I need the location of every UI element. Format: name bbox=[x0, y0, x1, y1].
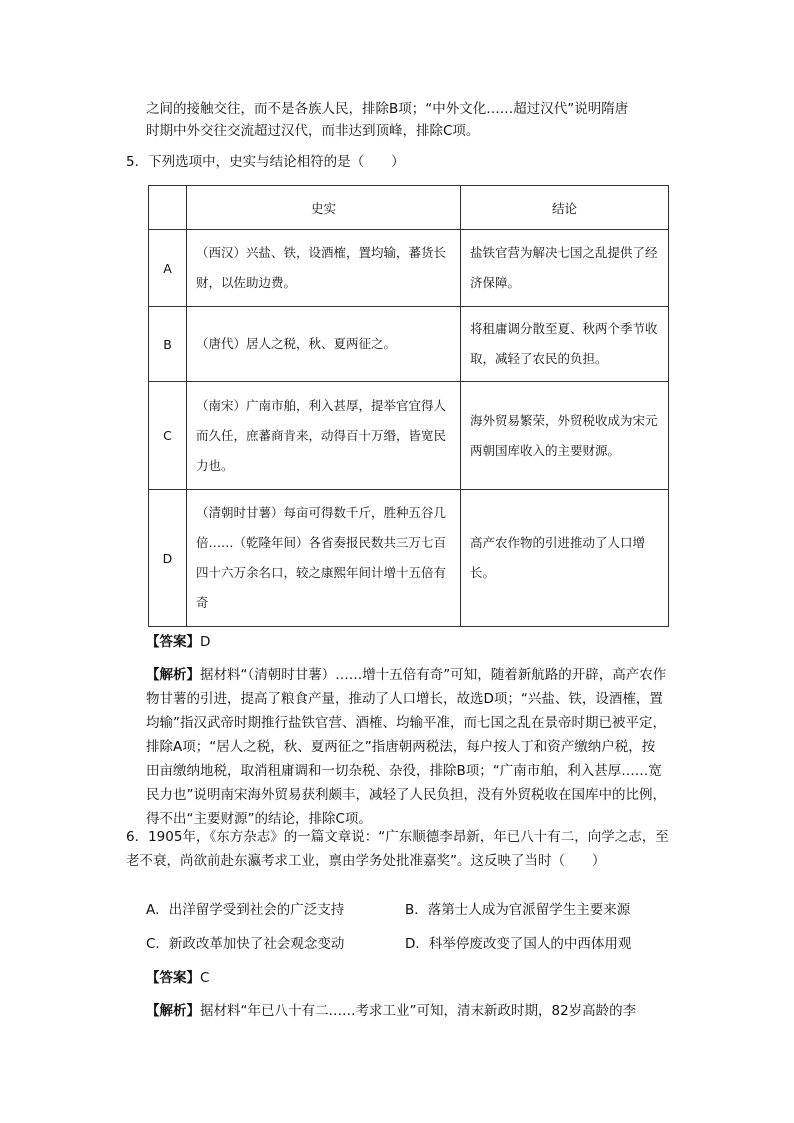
table-header-row bbox=[149, 186, 669, 230]
option-b: B．落第士人成为官派留学生主要来源 bbox=[405, 902, 631, 918]
analysis-tag: 【解析】 bbox=[146, 667, 200, 683]
answer-value: C bbox=[200, 970, 210, 986]
option-c: C．新政改革加快了社会观念变动 bbox=[146, 936, 345, 952]
row-label: B bbox=[149, 307, 187, 382]
row-label: A bbox=[149, 230, 187, 307]
table-row bbox=[149, 230, 669, 307]
analysis-5 bbox=[146, 663, 668, 831]
analysis-text: 据材料“（清朝时甘薯）……增十五倍有奇”可知，随着新航路的开辟，高产农作物甘薯的引进，提高了粮食产量，推动了人口增长，故选D项；“兴盐、铁，设酒榷，置均输”指汉武帝时期推行盐铁官营、酒榷、均输平准，而七国之乱在景帝时期已被平定，排除A项；“居人之税，秋、夏两征之”指唐朝两税法，每户按人丁和资产缴纳户税，按田亩缴纳地税，取消租庸调和一切杂税、杂役，排除B项；“广南市舶，利入甚厚……宽民力也”说明南宋海外贸易获利颇丰，减轻了人民负担，没有外贸税收在国库中的比例，得不出“主要财源”的结论，排除C项。 bbox=[146, 667, 667, 827]
row-label: D bbox=[149, 490, 187, 627]
row-fact: （唐代）居人之税，秋、夏两征之。 bbox=[187, 307, 461, 382]
table-row bbox=[149, 382, 669, 490]
row-fact: （西汉）兴盐、铁，设酒榷，置均输，蕃货长财，以佐助边费。 bbox=[187, 230, 461, 307]
row-fact: （清朝时甘薯）每亩可得数千斤，胜种五谷几倍……（乾隆年间）各省奏报民数共三万七百四十六万余名口，较之康熙年间计增十五倍有奇 bbox=[187, 490, 461, 627]
intro-line-2: 时期中外交往交流超过汉代，而非达到顶峰，排除C项。 bbox=[146, 123, 480, 139]
row-conclusion: 盐铁官营为解决七国之乱提供了经济保障。 bbox=[461, 230, 669, 307]
question-6-stem: 6．1905年，《东方杂志》的一篇文章说：“广东顺德李昂新，年已八十有二，向学之志，至老不衰，尚欲前赴东瀛考求工业，禀由学务处批准嘉奖”。这反映了当时（ ） bbox=[126, 829, 669, 869]
intro-line-1: 之间的接触交往，而不是各族人民，排除B项；“中外文化……超过汉代”说明隋唐 bbox=[146, 101, 629, 117]
answer-tag: 【答案】 bbox=[146, 634, 200, 650]
table-row bbox=[149, 307, 669, 382]
analysis-text: 据材料“年已八十有二……考求工业”可知，清末新政时期，82岁高龄的李 bbox=[200, 1003, 637, 1019]
table-row bbox=[149, 490, 669, 627]
row-conclusion: 高产农作物的引进推动了人口增长。 bbox=[461, 490, 669, 627]
answer-value: D bbox=[200, 634, 211, 650]
header-conclusion: 结论 bbox=[461, 186, 669, 230]
option-a: A．出洋留学受到社会的广泛支持 bbox=[146, 902, 345, 918]
analysis-6 bbox=[146, 999, 668, 1023]
answer-5 bbox=[146, 630, 668, 654]
row-label: C bbox=[149, 382, 187, 490]
analysis-tag: 【解析】 bbox=[146, 1003, 200, 1019]
row-conclusion: 将租庸调分散至夏、秋两个季节收取，减轻了农民的负担。 bbox=[461, 307, 669, 382]
answer-6 bbox=[146, 966, 668, 990]
header-fact: 史实 bbox=[187, 186, 461, 230]
row-fact: （南宋）广南市舶，利入甚厚，提举官宜得人而久任，庶蕃商肯来，动得百十万缗，皆宽民力也。 bbox=[187, 382, 461, 490]
option-d: D．科举停废改变了国人的中西体用观 bbox=[405, 936, 632, 952]
row-conclusion: 海外贸易繁荣，外贸税收成为宋元两朝国库收入的主要财源。 bbox=[461, 382, 669, 490]
question-5-stem: 5．下列选项中，史实与结论相符的是（ ） bbox=[126, 154, 405, 170]
facts-conclusions-table bbox=[148, 185, 669, 627]
header-blank bbox=[149, 186, 187, 230]
answer-tag: 【答案】 bbox=[146, 970, 200, 986]
